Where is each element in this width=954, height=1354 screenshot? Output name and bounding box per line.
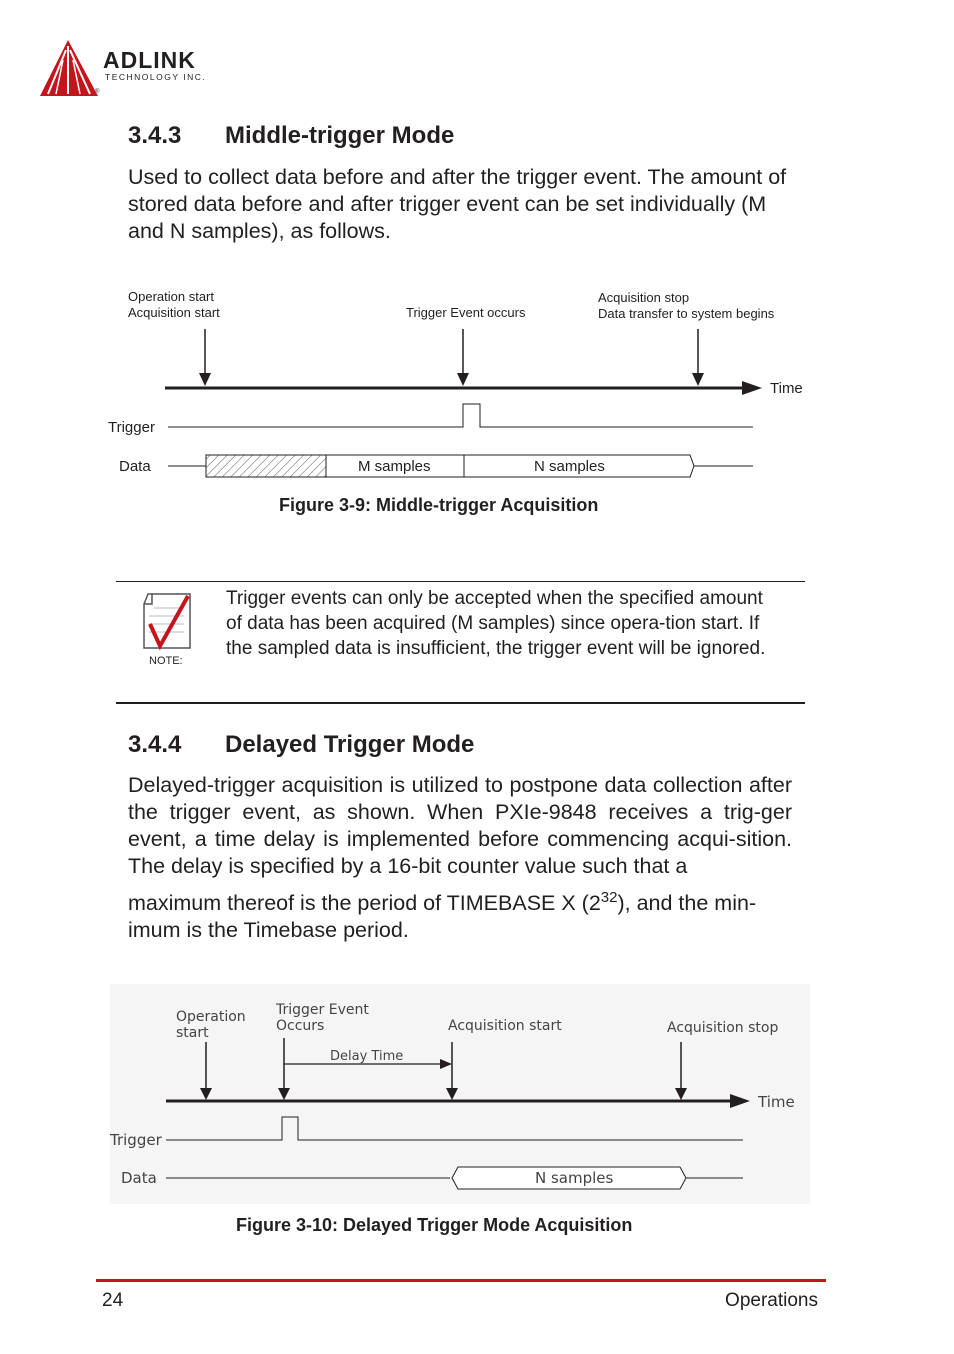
logo-registered-mark: ® [95,89,100,95]
label-trigger-event: Trigger Event occurs [406,305,526,320]
hatched-pre-data [206,455,326,477]
note-checkmark-icon [140,590,200,652]
label-delay-time: Delay Time [330,1049,404,1064]
section-body-part2 [128,884,792,944]
body-text-post: ), and the min-imum is the Timebase period. [128,891,757,943]
delayed-trigger-diagram [110,984,810,1204]
label-trigger: Trigger [110,1131,162,1149]
label-data: Data [119,458,151,475]
label-m-samples: M samples [358,458,431,475]
label-time: Time [758,1093,795,1111]
logo-wordmark: ADLINK [103,47,196,73]
section-number: 3.4.3 [128,122,182,149]
label-n-samples: N samples [534,458,605,475]
footer-section-name: Operations [725,1290,818,1311]
note-text: Trigger events can only be accepted when the specified amount of data has been acquired (M samples) since opera-tion start. If the sampled data is insufficient, the trigger event will be ignored. [226,588,766,659]
footer-rule [96,1279,826,1282]
label-acq-stop-1: Acquisition stop [598,290,690,305]
label-op-start-2: Acquisition start [128,305,220,320]
figure-caption-3-10: Figure 3-10: Delayed Trigger Mode Acquisition [236,1215,633,1235]
note-label: NOTE: [149,655,183,667]
label-trigger-event: Trigger Event [276,1002,369,1018]
label-acq-start: Acquisition start [448,1018,562,1034]
section-body-part1: Delayed-trigger acquisition is utilized to postpone data collection after the trigger event, as shown. When PXIe-9848 receives a trig-ger event, a time delay is implemented before commencing acqui-sition. The delay is specified by a 16-bit counter value such that a [128,773,792,878]
section-heading-3-4-3 [128,124,628,152]
section-title: Delayed Trigger Mode [225,731,475,758]
label-acq-stop: Acquisition stop [667,1020,779,1036]
logo-mark-icon [38,38,100,100]
middle-trigger-diagram [100,285,820,485]
label-acq-stop-2: Data transfer to system begins [598,306,775,321]
label-op-start-1: Operation start [128,289,214,304]
label-n-samples: N samples [535,1169,614,1187]
figure-caption-3-9: Figure 3-9: Middle-trigger Acquisition [279,495,599,515]
note-bottom-rule [116,702,805,704]
label-data: Data [121,1169,157,1187]
exponent: 32 [600,889,618,906]
label-operation: Operation [176,1009,246,1025]
note-top-rule [116,581,805,582]
section-body: Used to collect data before and after the trigger event. The amount of stored data before and after trigger event can be set individually (M and N samples), as follows. [128,165,787,243]
trigger-signal [168,404,753,427]
label-occurs: Occurs [276,1018,325,1034]
label-operation-start: start [176,1025,209,1041]
label-time: Time [770,380,803,397]
page-number: 24 [102,1290,124,1311]
logo-subtitle: TECHNOLOGY INC. [105,72,207,82]
label-trigger: Trigger [108,419,155,436]
section-title: Middle-trigger Mode [225,122,455,149]
section-heading-3-4-4 [128,733,628,761]
body-text-pre: maximum thereof is the period of TIMEBASE X (2 [128,891,601,916]
section-number: 3.4.4 [128,731,182,758]
